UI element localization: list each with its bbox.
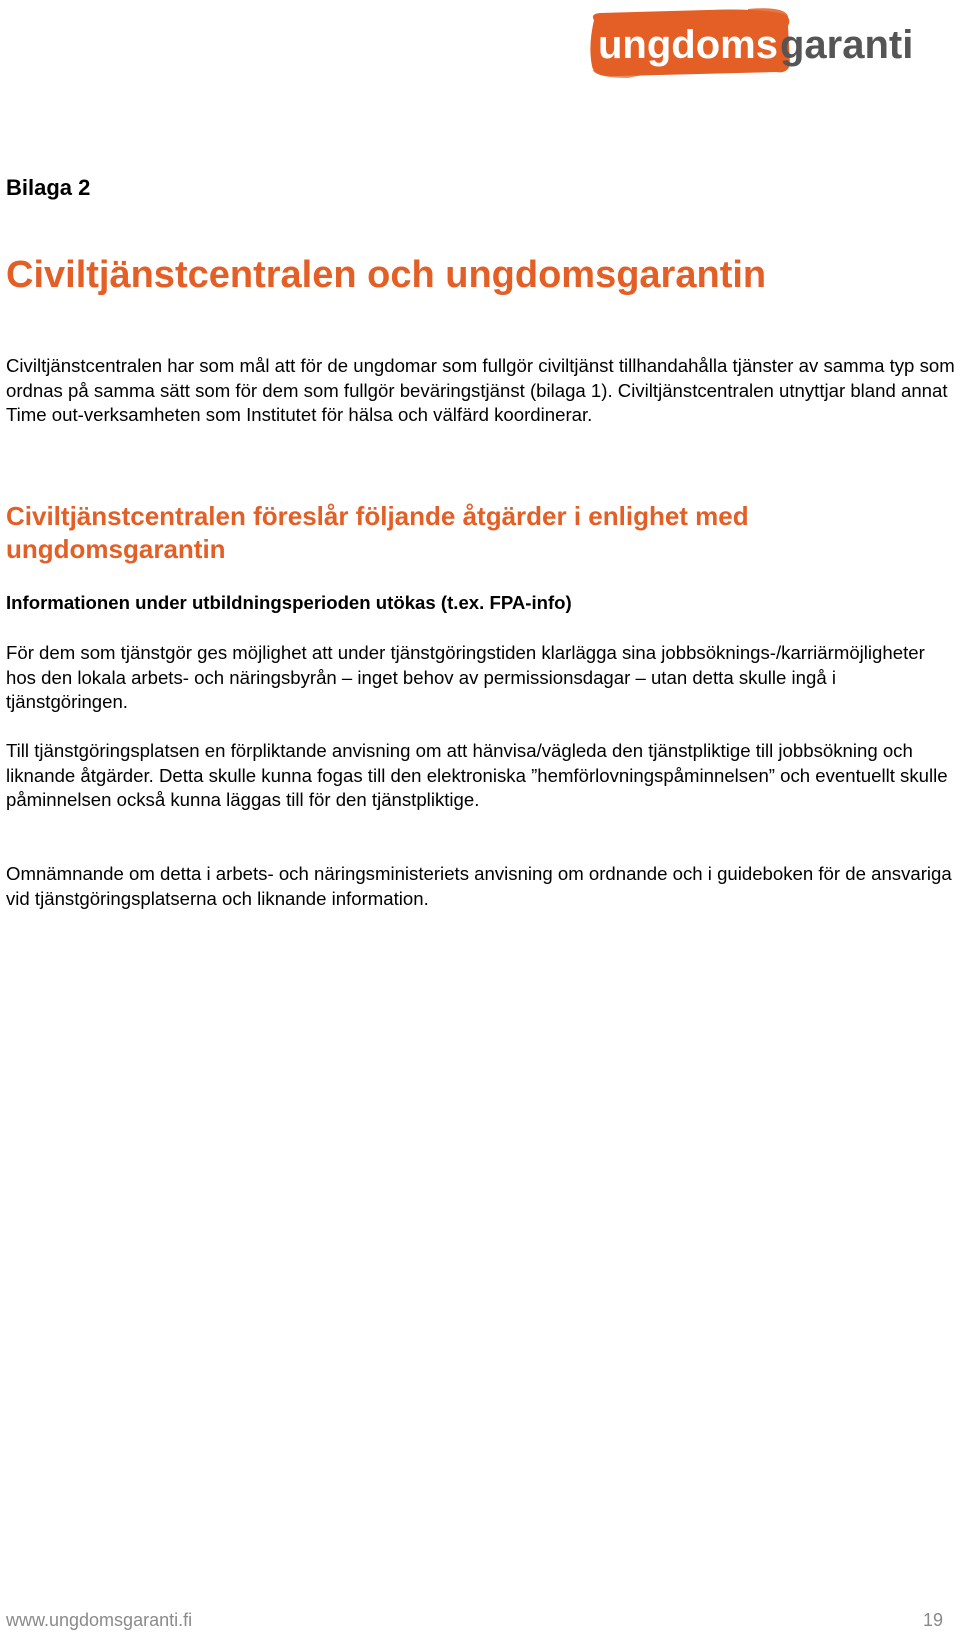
logo-graphic [588, 6, 956, 78]
page-number: 19 [922, 1610, 943, 1630]
section-heading: Civiltjänstcentralen föreslår följande åtgärder i enlighet med ungdomsgarantin [6, 501, 749, 564]
footer-url[interactable]: www.ungdomsgaranti.fi [6, 1610, 193, 1630]
ungdomsgaranti-logo [588, 6, 956, 78]
page-title: Civiltjänstcentralen och ungdomsgarantin [6, 254, 767, 296]
section-subheading: Informationen under utbildningsperioden utökas (t.ex. FPA-info) [6, 592, 572, 613]
body-paragraph: Till tjänstgöringsplatsen en förpliktande anvisning om att hänvisa/vägleda den tjänstpliktige till jobbsökning och liknande åtgärder. Detta skulle kunna fogas till den elektroniska ”hemförlovningspåminnelsen” och eventuellt skulle påminnelsen också kunna läggas till för den tjänstpliktige. [6, 740, 948, 811]
body-paragraph: Omnämnande om detta i arbets- och näringsministeriets anvisning om ordnande och i guideboken för de ansvariga vid tjänstgöringsplatserna och liknande information. [6, 863, 952, 909]
intro-paragraph: Civiltjänstcentralen har som mål att för de ungdomar som fullgör civiltjänst tillhandahålla tjänster av samma typ som ordnas på samma sätt som för dem som fullgör beväringstjänst (bilaga 1). Civiltjänstcentralen utnyttjar bland annat Time out-verksamheten som Institutet för hälsa och välfärd koordinerar. [6, 355, 955, 426]
logo-text-garanti: garanti [780, 23, 914, 67]
logo-text-ungdoms: ungdoms [598, 23, 778, 67]
body-paragraph: För dem som tjänstgör ges möjlighet att under tjänstgöringstiden klarlägga sina jobbsöknings-/karriärmöjligheter hos den lokala arbets- och näringsbyrån – inget behov av permissionsdagar – utan detta skulle ingå i tjänstgöringen. [6, 642, 925, 713]
annex-label: Bilaga 2 [6, 175, 91, 200]
